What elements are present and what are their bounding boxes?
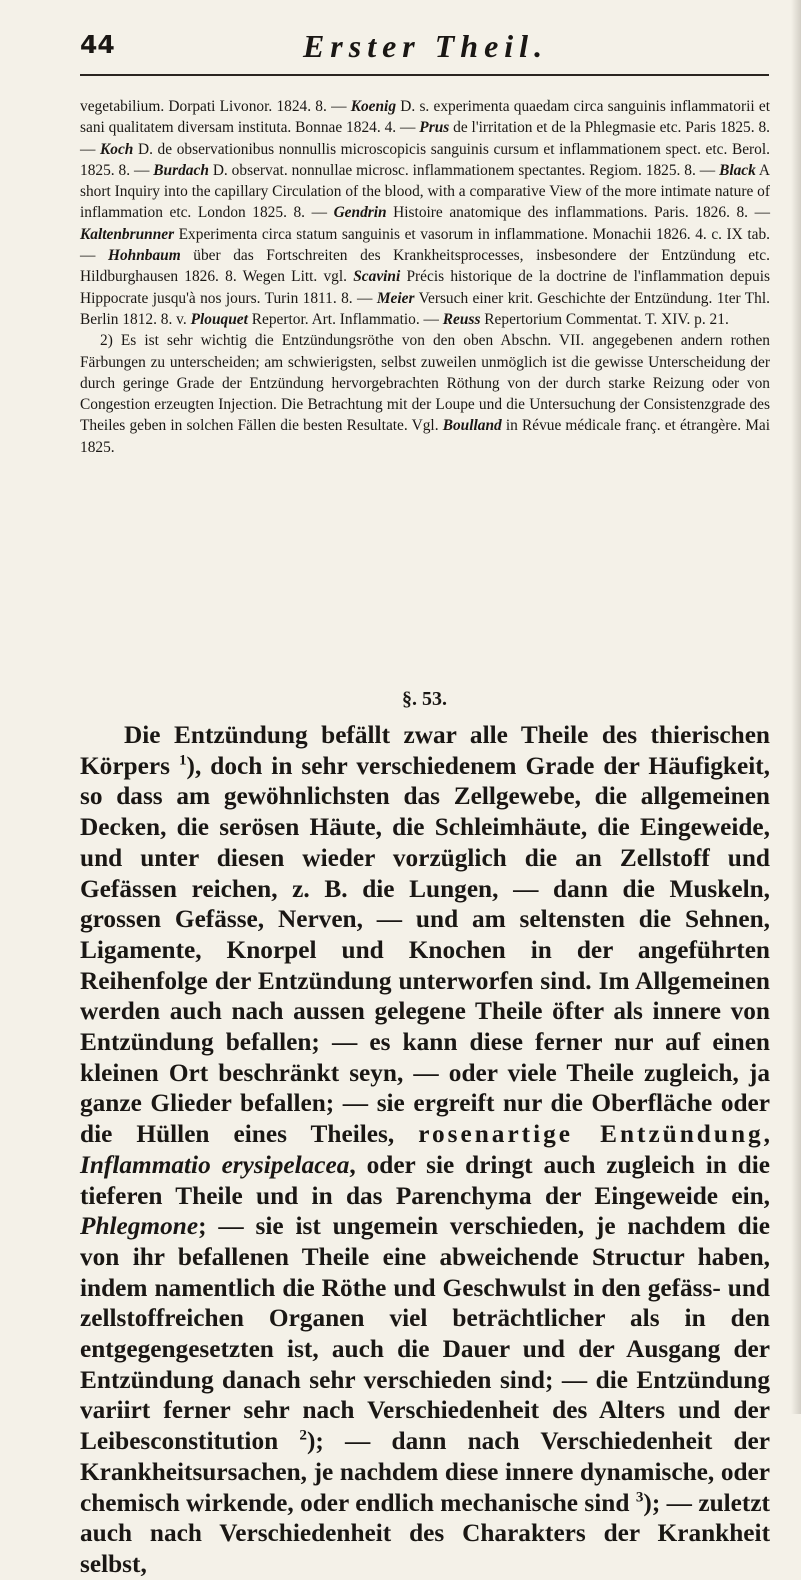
latin-term-erysipelacea: Inflammatio erysipelacea <box>80 1150 350 1179</box>
footnotes-block <box>80 96 770 458</box>
page-header <box>80 28 771 68</box>
page-number: 44 <box>80 30 115 59</box>
main-text <box>80 720 770 1580</box>
latin-term-phlegmone: Phlegmone <box>80 1212 199 1241</box>
footnote-literature: vegetabilium. Dorpati Livonor. 1824. 8. — Koenig D. s. experimenta quaedam circa sanguinis inflammatorii et sani qualitatem diversam instituta. Bonnae 1824. 4. — Prus de l'irritation et de la Phlegmasie etc. Paris 1825. 8. — Koch D. de observationibus nonnullis microscopicis sanguinis cursum et inflammationem spect. etc. Berol. 1825. 8. — Burdach D. observat. nonnullae microsc. inflammationem spectantes. Regiom. 1825. 8. — Black A short Inquiry into the capillary Circulation of the blood, with a comparative View of the more intimate nature of inflammation etc. London 1825. 8. — Gendrin Histoire anatomique des inflammations. Paris. 1826. 8. — Kaltenbrunner Experimenta circa statum sanguinis et vasorum in inflammatione. Monachii 1826. 4. c. IX tab. — Hohnbaum über das Fortschreiten des Krankheitsprocesses, insbesondere der Entzündung etc. Hildburghausen 1826. 8. Wegen Litt. vgl. Scavini Précis historique de la doctrine de l'inflammation depuis Hippocrate jusqu'à nos jours. Turin 1811. 8. — Meier Versuch einer krit. Geschichte der Entzündung. 1ter Thl. Berlin 1812. 8. v. Plouquet Repertor. Art. Inflammatio. — Reuss Repertorium Commentat. T. XIV. p. 21. <box>80 98 771 328</box>
footnote-ref-2: 2 <box>299 1426 307 1444</box>
footnote-2: 2) Es ist sehr wichtig die Entzündungsröthe von den oben Abschn. VII. angegebenen andern rothen Färbungen zu unterscheiden; am schwierigsten, selbst zuweilen unmöglich ist die gewisse Unterscheidung der durch geringe Grade der Entzündung hervorgebrachten Röthung von der durch starke Reizung oder von Congestion erzeugten Injection. Die Betrachtung mit der Loupe und die Untersuchung der Consistenzgrade des Theiles geben in solchen Fällen die besten Resultate. Vgl. Boulland in Révue médicale franç. et étrangère. Mai 1825. <box>80 332 770 456</box>
page-edge-shadow <box>791 0 801 1414</box>
spaced-term: rosenartige Entzündung <box>418 1120 764 1149</box>
section-heading: §. 53. <box>402 688 447 710</box>
footnote-ref-1: 1 <box>178 751 187 769</box>
footnote-ref-3: 3 <box>635 1488 644 1506</box>
main-paragraph: Die Entzündung befällt zwar alle Theile des thierischen Körpers $^1$), doch in sehr verschiedenem Grade der Häufigkeit, so dass am gewöhnlichsten das Zellgewebe, die allgemeinen Decken, die serösen Häute, die Schleimhäute, die Eingeweide, und unter diesen wieder vorzüglich die an Zellstoff und Gefässen reichen, z. B. die Lungen, — dann die Muskeln, grossen Gefässe, Nerven, — und am seltensten die Sehnen, Ligamente, Knorpel und Knochen in der angeführten Reihenfolge der Entzündung unterworfen sind. Im Allgemeinen werden auch nach aussen gelegene Theile öfter als innere von Entzündung befallen; — es kann diese ferner nur auf einen kleinen Ort beschränkt seyn, — oder viele Theile zugleich, ja ganze Glieder befallen; — sie ergreift nur die Oberfläche oder die Hüllen eines Theiles, rosenartige Entzündung, Inflammatio erysipelacea, oder sie dringt auch zugleich in die tieferen Theile und in das Parenchyma der Eingeweide ein, Phlegmone; — sie ist ungemein verschieden, je nachdem die von ihr befallenen Theile eine abweichende Structur haben, indem namentlich die Röthe und Geschwulst in den gefäss- und zellstoffreichen Organen viel beträchtlicher als in den entgegengesetzten ist, auch die Dauer und der Ausgang der Entzündung danach sehr verschieden sind; — die Entzündung variirt ferner sehr nach Verschiedenheit des Alters und der Leibesconstitution $^2$); — dann nach Verschiedenheit der Krankheitsursachen, je nachdem diese innere dynamische, oder chemisch wirkende, oder endlich mechanische sind $^3$); — zuletzt auch nach Verschiedenheit des Charakters der Krankheit selbst, <box>80 721 771 1578</box>
running-head: Erster Theil. <box>302 28 549 64</box>
header-rule <box>80 74 769 76</box>
